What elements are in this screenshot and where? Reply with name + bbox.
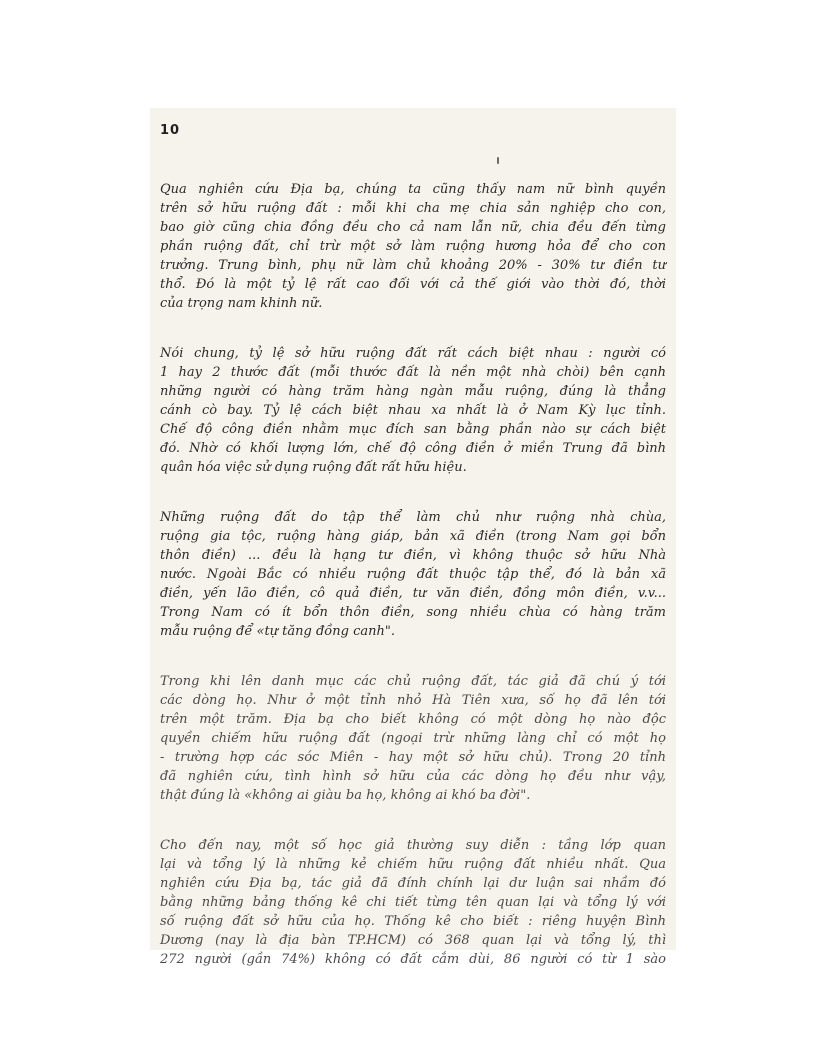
text-line: lại và tổng lý là những kẻ chiếm hữu ruộng đất nhiều nhất. Qua — [160, 857, 666, 872]
text-line: Nói chung, tỷ lệ sở hữu ruộng đất rất cách biệt nhau : người có — [160, 346, 666, 361]
text-line: bằng những bảng thống kê chi tiết từng tên quan lại và tổng lý với — [160, 895, 666, 910]
text-line: quân hóa việc sử dụng ruộng đất rất hữu hiệu. — [160, 460, 467, 475]
text-line: của trọng nam khinh nữ. — [160, 296, 323, 311]
text-line: số ruộng đất sở hữu của họ. Thống kê cho biết : riêng huyện Bình — [160, 914, 666, 929]
paragraph-women-land-rights — [160, 180, 666, 313]
paragraph-officials-landholding — [160, 836, 666, 969]
text-line: mẫu ruộng để «tự tăng đồng canh". — [160, 624, 395, 639]
stray-ink-mark — [497, 157, 499, 164]
text-line: trưởng. Trung bình, phụ nữ làm chủ khoảng 20% - 30% tư điền tư — [160, 258, 666, 273]
text-line: 272 người (gần 74%) không có đất cắm dùi, 86 người có từ 1 sào — [160, 952, 666, 967]
text-line: bao giờ cũng chia đồng đều cho cả nam lẫn nữ, chia đều đến từng — [160, 220, 666, 235]
text-line: Trong Nam có ít bổn thôn điền, song nhiều chùa có hàng trăm — [160, 605, 666, 620]
text-line: trên một trăm. Địa bạ cho biết không có một dòng họ nào độc — [160, 712, 666, 727]
body-text — [160, 180, 666, 1000]
text-line: nghiên cứu Địa bạ, tác giả đã đính chính lại dư luận sai nhầm đó — [160, 876, 666, 891]
text-line: điền, yến lão điền, cô quả điền, tư văn điền, đồng môn điền, v.v... — [160, 586, 666, 601]
paragraph-family-lineages — [160, 672, 666, 805]
text-line: ruộng gia tộc, ruộng hàng giáp, bản xã điền (trong Nam gọi bổn — [160, 529, 666, 544]
text-line: Dương (nay là địa bàn TP.HCM) có 368 quan lại và tổng lý, thì — [160, 933, 666, 948]
text-line: thổ. Đó là một tỷ lệ rất cao đối với cả thế giới vào thời đó, thời — [160, 277, 666, 292]
text-line: Cho đến nay, một số học giả thường suy diễn : tầng lớp quan — [160, 838, 666, 853]
text-line: quyền chiếm hữu ruộng đất (ngoại trừ những làng chỉ có một họ — [160, 731, 666, 746]
text-line: đã nghiên cứu, tình hình sở hữu của các dòng họ đều như vậy, — [160, 769, 666, 784]
text-line: Qua nghiên cứu Địa bạ, chúng ta cũng thấy nam nữ bình quyền — [160, 182, 666, 197]
text-line: phần ruộng đất, chỉ trừ một sở làm ruộng hương hỏa để cho con — [160, 239, 666, 254]
text-line: 1 hay 2 thước đất (mỗi thước đất là nền một nhà chòi) bên cạnh — [160, 365, 666, 380]
text-line: Chế độ công điền nhằm mục đích san bằng phần nào sự cách biệt — [160, 422, 666, 437]
text-line: cánh cò bay. Tỷ lệ cách biệt nhau xa nhất là ở Nam Kỳ lục tỉnh. — [160, 403, 666, 418]
text-line: các dòng họ. Như ở một tỉnh nhỏ Hà Tiên xưa, số họ đã lên tới — [160, 693, 666, 708]
page-number: 10 — [160, 123, 181, 138]
text-line: - trường hợp các sóc Miên - hay một sở hữu chủ). Trong 20 tỉnh — [160, 750, 666, 765]
paragraph-ownership-disparity — [160, 344, 666, 477]
text-line: những người có hàng trăm hàng ngàn mẫu ruộng, đúng là thẳng — [160, 384, 666, 399]
text-line: Trong khi lên danh mục các chủ ruộng đất, tác giả đã chú ý tới — [160, 674, 666, 689]
text-line: thật đúng là «không ai giàu ba họ, không ai khó ba đời". — [160, 788, 531, 803]
text-line: thôn điền) ... đều là hạng tư điền, vì không thuộc sở hữu Nhà — [160, 548, 666, 563]
text-line: trên sở hữu ruộng đất : mỗi khi cha mẹ chia sản nghiệp cho con, — [160, 201, 666, 216]
text-line: đó. Nhờ có khối lượng lớn, chế độ công điền ở miền Trung đã bình — [160, 441, 666, 456]
text-line: Những ruộng đất do tập thể làm chủ như ruộng nhà chùa, — [160, 510, 666, 525]
paragraph-collective-land — [160, 508, 666, 641]
text-line: nước. Ngoài Bắc có nhiều ruộng đất thuộc tập thể, đó là bản xã — [160, 567, 666, 582]
